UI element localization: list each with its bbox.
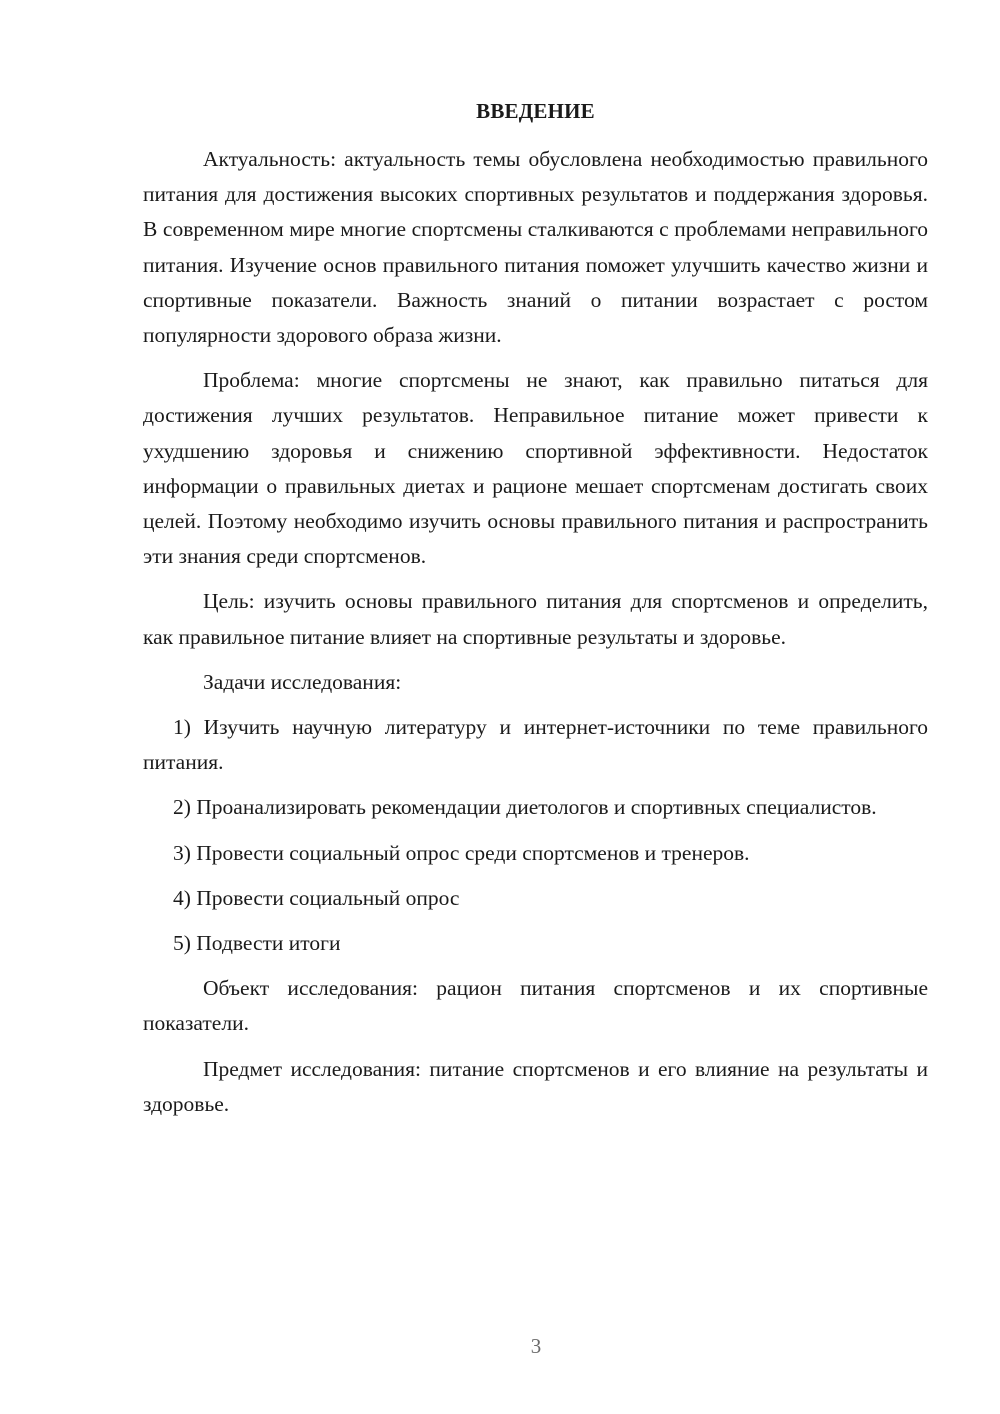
paragraph-subject: Предмет исследования: питание спортсменов и его влияние на результаты и здоровье. [143, 1056, 928, 1116]
paragraph-relevance: Актуальность: актуальность темы обусловлена необходимостью правильного питания для достижения высоких спортивных результатов и поддержания здоровья. В современном мире многие спортсмены сталкиваются с проблемами неправильного питания. Изучение основ правильного питания поможет улучшить качество жизни и спортивные показатели. Важность знаний о питании возрастает с ростом популярности здорового образа жизни. [143, 147, 928, 348]
task-item-3: 3) Провести социальный опрос среди спортсменов и тренеров. [173, 840, 750, 865]
paragraph-object: Объект исследования: рацион питания спортсменов и их спортивные показатели. [143, 976, 928, 1036]
task-item-1: 1) Изучить научную литературу и интернет-источники по теме правильного питания. [143, 715, 928, 775]
section-title: ВВЕДЕНИЕ [476, 99, 595, 123]
paragraph-tasks-heading: Задачи исследования: [203, 669, 402, 694]
task-item-5: 5) Подвести итоги [173, 931, 341, 956]
task-item-4: 4) Провести социальный опрос [173, 885, 460, 910]
page-content [143, 94, 928, 1132]
page-number: 3 [530, 1334, 542, 1358]
paragraph-problem: Проблема: многие спортсмены не знают, как правильно питаться для достижения лучших результатов. Неправильное питание может привести к ухудшению здоровья и снижению спортивной эффективности. Недостаток информации о правильных диетах и рационе мешает спортсменам достигать своих целей. Поэтому необходимо изучить основы правильного питания и распространить эти знания среди спортсменов. [143, 368, 928, 569]
paragraph-goal: Цель: изучить основы правильного питания для спортсменов и определить, как правильное питание влияет на спортивные результаты и здоровье. [143, 589, 928, 649]
task-item-2: 2) Проанализировать рекомендации диетологов и спортивных специалистов. [173, 795, 877, 820]
